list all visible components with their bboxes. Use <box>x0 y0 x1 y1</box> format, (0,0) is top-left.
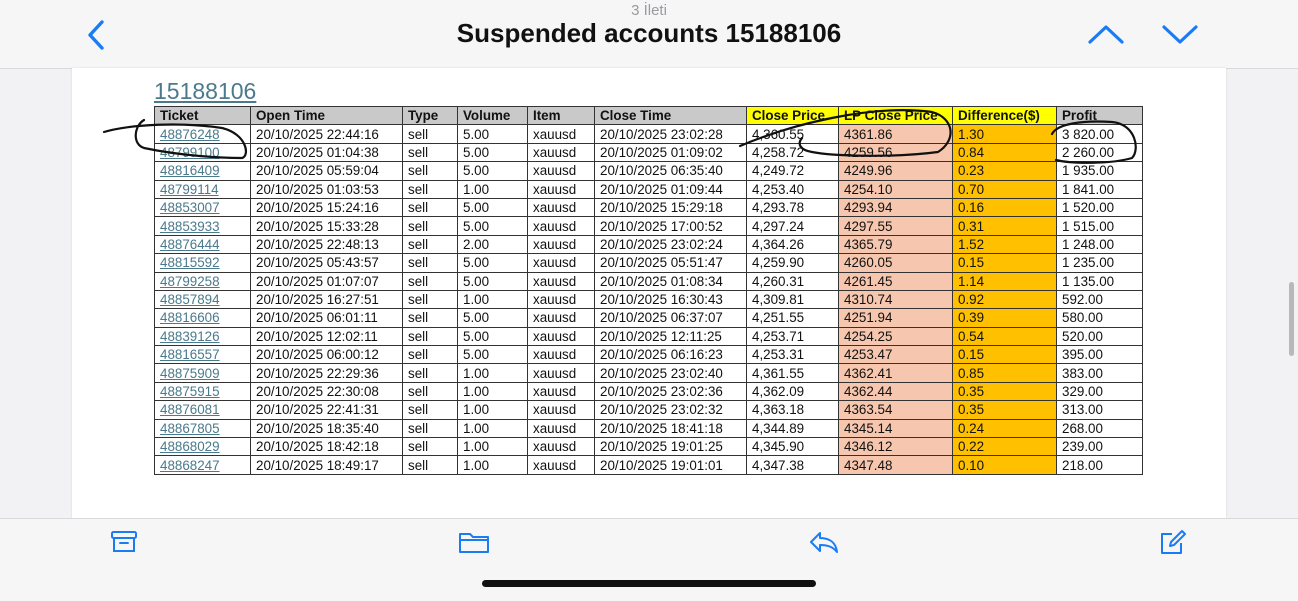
table-cell: 1 135.00 <box>1057 272 1143 290</box>
table-cell: 383.00 <box>1057 364 1143 382</box>
table-cell: 4,251.55 <box>747 309 839 327</box>
column-header: LP Close Price <box>839 107 953 125</box>
table-cell: 4,258.72 <box>747 143 839 161</box>
table-cell: sell <box>403 272 458 290</box>
table-cell: xauusd <box>528 364 595 382</box>
ticket-link[interactable]: 48853933 <box>160 218 220 234</box>
table-cell: 20/10/2025 22:48:13 <box>251 235 403 253</box>
table-header-row <box>155 107 1143 125</box>
table-cell: 4,347.38 <box>747 456 839 474</box>
table-cell: 4,364.26 <box>747 235 839 253</box>
ticket-link[interactable]: 48876081 <box>160 402 220 418</box>
document-title-link[interactable]: 15188106 <box>154 78 257 104</box>
table-cell: 4259.56 <box>839 143 953 161</box>
column-header: Ticket <box>155 107 251 125</box>
table-cell: 5.00 <box>458 272 528 290</box>
table-cell <box>155 382 251 400</box>
top-navigation-bar <box>0 0 1298 69</box>
previous-message-button[interactable] <box>1086 22 1126 48</box>
table-cell: 20/10/2025 23:02:36 <box>595 382 747 400</box>
table-cell <box>155 327 251 345</box>
table-cell: 20/10/2025 17:00:52 <box>595 217 747 235</box>
ticket-link[interactable]: 48875909 <box>160 365 220 381</box>
table-cell: 4261.45 <box>839 272 953 290</box>
table-cell: xauusd <box>528 198 595 216</box>
table-cell: 20/10/2025 12:11:25 <box>595 327 747 345</box>
table-cell: 4,345.90 <box>747 438 839 456</box>
ticket-link[interactable]: 48857894 <box>160 292 220 308</box>
table-cell: 0.31 <box>953 217 1057 235</box>
table-cell: 20/10/2025 01:03:53 <box>251 180 403 198</box>
ticket-link[interactable]: 48867805 <box>160 420 220 436</box>
table-cell: sell <box>403 198 458 216</box>
table-cell: 1.00 <box>458 364 528 382</box>
table-cell: 20/10/2025 05:43:57 <box>251 254 403 272</box>
table-cell <box>155 198 251 216</box>
chevron-left-icon <box>82 18 112 52</box>
table-cell: 0.15 <box>953 346 1057 364</box>
table-cell: xauusd <box>528 180 595 198</box>
ticket-link[interactable]: 48839126 <box>160 328 220 344</box>
table-cell: 20/10/2025 18:41:18 <box>595 419 747 437</box>
table-cell: 20/10/2025 06:35:40 <box>595 162 747 180</box>
table-cell: sell <box>403 217 458 235</box>
table-cell: 20/10/2025 23:02:28 <box>595 125 747 143</box>
table-cell: 20/10/2025 05:51:47 <box>595 254 747 272</box>
table-row <box>155 180 1143 198</box>
table-cell: 20/10/2025 18:35:40 <box>251 419 403 437</box>
table-cell: 4345.14 <box>839 419 953 437</box>
table-cell: 4,309.81 <box>747 290 839 308</box>
column-header: Close Price <box>747 107 839 125</box>
table-cell: 4,249.72 <box>747 162 839 180</box>
table-cell: xauusd <box>528 217 595 235</box>
table-cell: 4,253.71 <box>747 327 839 345</box>
reply-icon <box>808 529 840 555</box>
column-header: Volume <box>458 107 528 125</box>
column-header: Type <box>403 107 458 125</box>
table-cell: 20/10/2025 18:42:18 <box>251 438 403 456</box>
table-cell: 20/10/2025 23:02:32 <box>595 401 747 419</box>
column-header: Open Time <box>251 107 403 125</box>
table-cell: xauusd <box>528 162 595 180</box>
table-cell: 5.00 <box>458 217 528 235</box>
table-cell: 0.70 <box>953 180 1057 198</box>
table-row <box>155 217 1143 235</box>
table-cell: xauusd <box>528 401 595 419</box>
table-cell <box>155 254 251 272</box>
table-cell: 4310.74 <box>839 290 953 308</box>
compose-button[interactable] <box>1158 529 1188 557</box>
table-row <box>155 290 1143 308</box>
table-cell: 20/10/2025 19:01:01 <box>595 456 747 474</box>
table-cell: sell <box>403 290 458 308</box>
table-cell: 20/10/2025 19:01:25 <box>595 438 747 456</box>
table-cell: sell <box>403 143 458 161</box>
table-cell: 4,360.55 <box>747 125 839 143</box>
table-cell: 4,361.55 <box>747 364 839 382</box>
ticket-link[interactable]: 48875915 <box>160 384 220 400</box>
archive-icon <box>110 529 138 555</box>
table-cell: 20/10/2025 01:04:38 <box>251 143 403 161</box>
table-cell: 20/10/2025 22:29:36 <box>251 364 403 382</box>
message-count: 3 İleti <box>631 2 667 19</box>
ticket-link[interactable]: 48816606 <box>160 310 220 326</box>
table-cell: 4,362.09 <box>747 382 839 400</box>
table-cell: 580.00 <box>1057 309 1143 327</box>
table-cell: 1.00 <box>458 401 528 419</box>
table-cell: 1.00 <box>458 438 528 456</box>
table-cell <box>155 309 251 327</box>
table-cell: sell <box>403 254 458 272</box>
table-row <box>155 143 1143 161</box>
table-cell: 4347.48 <box>839 456 953 474</box>
ticket-link[interactable]: 48799114 <box>160 181 219 197</box>
move-to-folder-button[interactable] <box>458 529 490 555</box>
bottom-toolbar <box>0 518 1298 601</box>
table-cell: 4,297.24 <box>747 217 839 235</box>
next-message-button[interactable] <box>1160 22 1200 48</box>
table-cell: 20/10/2025 16:30:43 <box>595 290 747 308</box>
ticket-link[interactable]: 48876248 <box>160 126 220 142</box>
table-row <box>155 382 1143 400</box>
compose-icon <box>1158 529 1188 557</box>
attachment-document <box>72 68 1226 518</box>
table-cell: 0.24 <box>953 419 1057 437</box>
table-row <box>155 309 1143 327</box>
table-cell: 4293.94 <box>839 198 953 216</box>
table-row <box>155 327 1143 345</box>
table-cell: sell <box>403 162 458 180</box>
table-cell: 4365.79 <box>839 235 953 253</box>
table-row <box>155 254 1143 272</box>
table-cell: 5.00 <box>458 346 528 364</box>
table-cell: 4,253.40 <box>747 180 839 198</box>
table-cell: 0.22 <box>953 438 1057 456</box>
table-cell <box>155 180 251 198</box>
table-cell: 0.85 <box>953 364 1057 382</box>
chevron-up-icon <box>1086 22 1126 48</box>
ticket-link[interactable]: 48816557 <box>160 347 220 363</box>
table-cell: 20/10/2025 16:27:51 <box>251 290 403 308</box>
table-cell: 218.00 <box>1057 456 1143 474</box>
table-cell: 5.00 <box>458 162 528 180</box>
table-cell: sell <box>403 456 458 474</box>
table-cell: 5.00 <box>458 198 528 216</box>
table-cell <box>155 401 251 419</box>
table-cell: 1 515.00 <box>1057 217 1143 235</box>
table-cell: 2 260.00 <box>1057 143 1143 161</box>
table-cell: 0.23 <box>953 162 1057 180</box>
table-cell <box>155 125 251 143</box>
table-cell: sell <box>403 382 458 400</box>
table-cell: 4297.55 <box>839 217 953 235</box>
table-cell: xauusd <box>528 143 595 161</box>
table-cell: 20/10/2025 06:00:12 <box>251 346 403 364</box>
ticket-link[interactable]: 48816409 <box>160 163 220 179</box>
table-cell <box>155 272 251 290</box>
column-header: Difference($) <box>953 107 1057 125</box>
table-cell: xauusd <box>528 309 595 327</box>
table-cell: 1 235.00 <box>1057 254 1143 272</box>
table-cell: 0.10 <box>953 456 1057 474</box>
archive-button[interactable] <box>110 529 138 555</box>
table-cell: 0.35 <box>953 401 1057 419</box>
table-cell: 20/10/2025 22:44:16 <box>251 125 403 143</box>
table-cell: 329.00 <box>1057 382 1143 400</box>
table-cell: 1.00 <box>458 180 528 198</box>
table-cell <box>155 419 251 437</box>
table-cell: xauusd <box>528 254 595 272</box>
table-cell: sell <box>403 309 458 327</box>
reply-button[interactable] <box>808 529 840 555</box>
table-cell: 5.00 <box>458 254 528 272</box>
table-cell: 20/10/2025 01:09:44 <box>595 180 747 198</box>
table-cell <box>155 364 251 382</box>
table-cell: 20/10/2025 01:09:02 <box>595 143 747 161</box>
table-cell: 1.00 <box>458 456 528 474</box>
table-cell: xauusd <box>528 290 595 308</box>
table-cell <box>155 346 251 364</box>
table-cell: 20/10/2025 23:02:40 <box>595 364 747 382</box>
chevron-down-icon <box>1160 22 1200 48</box>
table-cell: xauusd <box>528 456 595 474</box>
table-cell <box>155 290 251 308</box>
table-cell: 0.92 <box>953 290 1057 308</box>
suspended-trades-table <box>154 106 1143 475</box>
page-title: Suspended accounts 15188106 <box>456 18 842 48</box>
table-cell <box>155 143 251 161</box>
table-cell: 268.00 <box>1057 419 1143 437</box>
table-cell: sell <box>403 419 458 437</box>
table-cell: 5.00 <box>458 125 528 143</box>
table-cell: 4362.44 <box>839 382 953 400</box>
table-cell: 20/10/2025 15:29:18 <box>595 198 747 216</box>
table-cell: 20/10/2025 01:07:07 <box>251 272 403 290</box>
table-cell: 1.14 <box>953 272 1057 290</box>
ticket-link[interactable]: 48853007 <box>160 200 220 216</box>
table-cell: xauusd <box>528 272 595 290</box>
table-cell: 4,253.31 <box>747 346 839 364</box>
table-cell: sell <box>403 364 458 382</box>
table-cell: sell <box>403 125 458 143</box>
table-cell: 4251.94 <box>839 309 953 327</box>
table-cell: 0.35 <box>953 382 1057 400</box>
table-cell: 239.00 <box>1057 438 1143 456</box>
table-row <box>155 419 1143 437</box>
table-row <box>155 162 1143 180</box>
table-cell: 5.00 <box>458 143 528 161</box>
table-cell: 1 841.00 <box>1057 180 1143 198</box>
column-header: Profit <box>1057 107 1143 125</box>
ticket-link[interactable]: 48799100 <box>160 144 220 160</box>
table-cell <box>155 456 251 474</box>
table-cell: 592.00 <box>1057 290 1143 308</box>
table-cell: 20/10/2025 05:59:04 <box>251 162 403 180</box>
table-cell: 3 820.00 <box>1057 125 1143 143</box>
table-row <box>155 456 1143 474</box>
table-cell: xauusd <box>528 327 595 345</box>
table-row <box>155 364 1143 382</box>
table-row <box>155 198 1143 216</box>
table-cell: sell <box>403 327 458 345</box>
table-cell: 20/10/2025 22:41:31 <box>251 401 403 419</box>
table-cell: 4,293.78 <box>747 198 839 216</box>
table-cell: xauusd <box>528 235 595 253</box>
table-row <box>155 235 1143 253</box>
table-row <box>155 438 1143 456</box>
back-button[interactable] <box>82 18 112 52</box>
table-cell: 4260.05 <box>839 254 953 272</box>
table-cell: 1.00 <box>458 419 528 437</box>
table-cell: 4,260.31 <box>747 272 839 290</box>
table-cell: 4362.41 <box>839 364 953 382</box>
table-cell: sell <box>403 180 458 198</box>
scroll-indicator[interactable] <box>1289 282 1294 356</box>
table-row <box>155 125 1143 143</box>
ticket-link[interactable]: 48868029 <box>160 439 220 455</box>
table-cell: 1.00 <box>458 290 528 308</box>
table-cell: sell <box>403 401 458 419</box>
table-cell: 4249.96 <box>839 162 953 180</box>
table-cell: 1 248.00 <box>1057 235 1143 253</box>
ticket-link[interactable]: 48876444 <box>160 236 220 252</box>
table-cell: 20/10/2025 01:08:34 <box>595 272 747 290</box>
table-cell: 1 520.00 <box>1057 198 1143 216</box>
table-cell: 4346.12 <box>839 438 953 456</box>
table-cell: 5.00 <box>458 309 528 327</box>
table-cell: 20/10/2025 12:02:11 <box>251 327 403 345</box>
table-cell: 4254.25 <box>839 327 953 345</box>
table-cell: 20/10/2025 06:01:11 <box>251 309 403 327</box>
table-cell: 4361.86 <box>839 125 953 143</box>
table-row <box>155 272 1143 290</box>
table-cell: sell <box>403 346 458 364</box>
folder-icon <box>458 529 490 555</box>
table-cell: xauusd <box>528 382 595 400</box>
table-cell: 20/10/2025 15:24:16 <box>251 198 403 216</box>
table-cell: 20/10/2025 06:37:07 <box>595 309 747 327</box>
table-cell: 20/10/2025 06:16:23 <box>595 346 747 364</box>
ticket-link[interactable]: 48799258 <box>160 273 220 289</box>
table-row <box>155 401 1143 419</box>
table-cell: sell <box>403 235 458 253</box>
ticket-link[interactable]: 48815592 <box>160 255 220 271</box>
table-cell: 5.00 <box>458 327 528 345</box>
table-cell: 313.00 <box>1057 401 1143 419</box>
table-cell: 4,344.89 <box>747 419 839 437</box>
table-cell: 0.84 <box>953 143 1057 161</box>
table-row <box>155 346 1143 364</box>
table-cell: xauusd <box>528 419 595 437</box>
table-cell: 4,363.18 <box>747 401 839 419</box>
table-cell: 0.39 <box>953 309 1057 327</box>
table-cell: 395.00 <box>1057 346 1143 364</box>
table-cell: xauusd <box>528 125 595 143</box>
table-cell: xauusd <box>528 346 595 364</box>
column-header: Close Time <box>595 107 747 125</box>
table-cell <box>155 235 251 253</box>
ticket-link[interactable]: 48868247 <box>160 457 220 473</box>
table-cell: 4363.54 <box>839 401 953 419</box>
home-indicator[interactable] <box>482 580 816 587</box>
table-cell: 0.15 <box>953 254 1057 272</box>
table-cell: 2.00 <box>458 235 528 253</box>
table-cell: 20/10/2025 22:30:08 <box>251 382 403 400</box>
table-cell: 0.16 <box>953 198 1057 216</box>
table-cell: 4253.47 <box>839 346 953 364</box>
table-cell: 20/10/2025 15:33:28 <box>251 217 403 235</box>
table-cell: 1.52 <box>953 235 1057 253</box>
table-cell: 20/10/2025 18:49:17 <box>251 456 403 474</box>
table-cell: 1 935.00 <box>1057 162 1143 180</box>
table-cell <box>155 217 251 235</box>
table-cell: 20/10/2025 23:02:24 <box>595 235 747 253</box>
table-cell: 520.00 <box>1057 327 1143 345</box>
table-cell: sell <box>403 438 458 456</box>
column-header: Item <box>528 107 595 125</box>
table-cell: 4254.10 <box>839 180 953 198</box>
table-cell: 4,259.90 <box>747 254 839 272</box>
table-cell: 1.30 <box>953 125 1057 143</box>
table-cell: xauusd <box>528 438 595 456</box>
table-cell <box>155 438 251 456</box>
table-cell: 0.54 <box>953 327 1057 345</box>
table-cell <box>155 162 251 180</box>
table-cell: 1.00 <box>458 382 528 400</box>
